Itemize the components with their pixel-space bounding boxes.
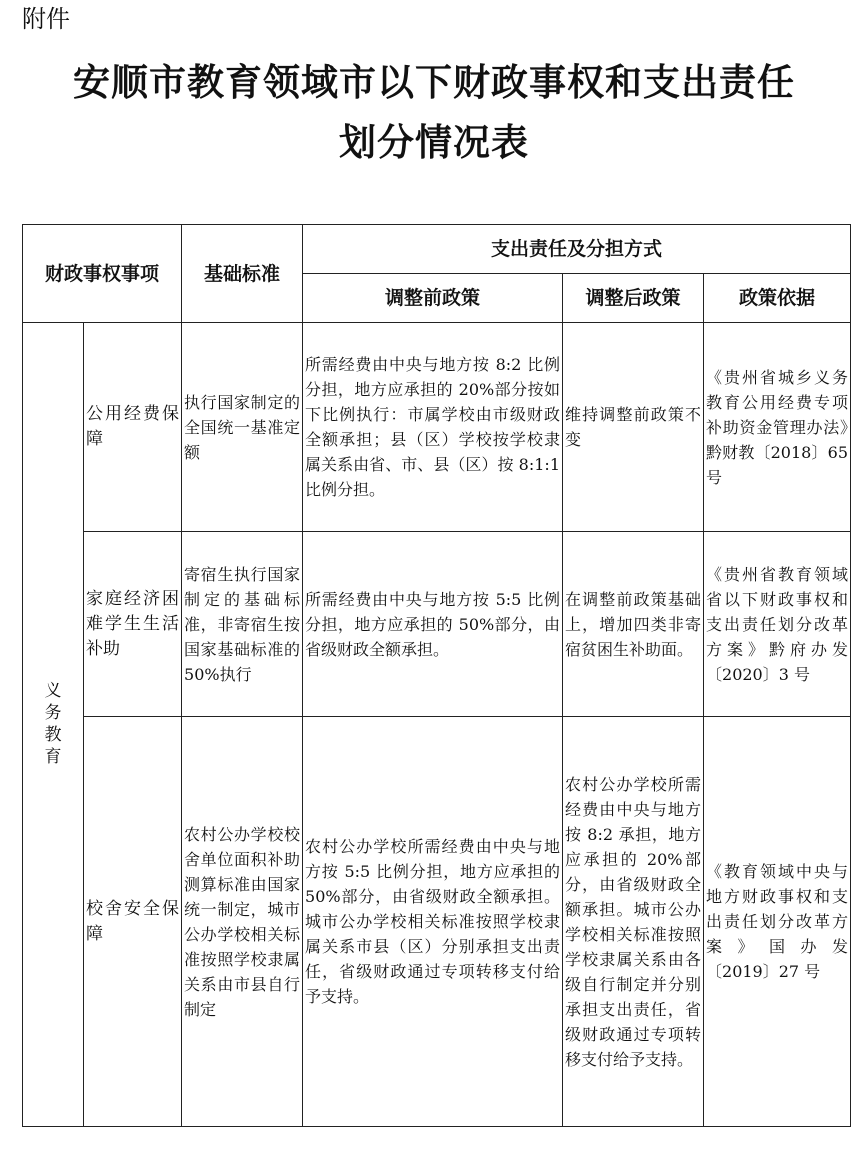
before-policy-cell: 所需经费由中央与地方按 8:2 比例分担，地方应承担的 20%部分按如下比例执行：市属学校由市级财政全额承担；县（区）学校按学校隶属关系由省、市、县（区）按 8:1:1 比例分担。 — [303, 323, 563, 532]
header-row-1 — [23, 225, 851, 274]
after-policy-cell: 在调整前政策基础上，增加四类非寄宿贫困生补助面。 — [563, 532, 704, 717]
col-header-responsibility: 支出责任及分担方式 — [303, 225, 851, 274]
table-row — [23, 323, 851, 532]
policy-basis-cell: 《教育领域中央与地方财政事权和支出责任划分改革方案》国办发〔2019〕27 号 — [704, 717, 851, 1127]
col-header-item: 财政事权事项 — [23, 225, 182, 323]
title-line-1: 安顺市教育领域市以下财政事权和支出责任 — [73, 60, 795, 104]
col-header-before: 调整前政策 — [303, 274, 563, 323]
col-header-basis: 政策依据 — [704, 274, 851, 323]
title-line-2: 划分情况表 — [339, 120, 529, 164]
before-policy-cell: 所需经费由中央与地方按 5:5 比例分担，地方应承担的 50%部分，由省级财政全额承担。 — [303, 532, 563, 717]
col-header-standard: 基础标准 — [182, 225, 303, 323]
policy-basis-cell: 《贵州省城乡义务教育公用经费专项补助资金管理办法》黔财教〔2018〕65 号 — [704, 323, 851, 532]
after-policy-cell: 农村公办学校所需经费由中央与地方按 8:2 承担，地方应承担的 20%部分，由省级财政全额承担。城市公办学校相关标准按照学校隶属关系由各级自行制定并分别承担支出责任，省级财政通过专项转移支付给予支持。 — [563, 717, 704, 1127]
responsibility-table — [22, 224, 851, 1127]
table-row — [23, 717, 851, 1127]
standard-cell: 执行国家制定的全国统一基准定额 — [182, 323, 303, 532]
item-cell: 公用经费保障 — [84, 323, 182, 532]
standard-cell: 农村公办学校校舍单位面积补助测算标准由国家统一制定，城市公办学校相关标准按照学校隶属关系由市县自行制定 — [182, 717, 303, 1127]
table-row — [23, 532, 851, 717]
standard-cell: 寄宿生执行国家制定的基础标准，非寄宿生按国家基础标准的 50%执行 — [182, 532, 303, 717]
category-label: 义务教育 — [44, 681, 62, 767]
category-cell — [23, 323, 84, 1127]
item-cell: 校舍安全保障 — [84, 717, 182, 1127]
attachment-label: 附件 — [22, 5, 70, 33]
policy-basis-cell: 《贵州省教育领域省以下财政事权和支出责任划分改革方案》黔府办发〔2020〕3 号 — [704, 532, 851, 717]
before-policy-cell: 农村公办学校所需经费由中央与地方按 5:5 比例分担，地方应承担的 50%部分，由省级财政全额承担。城市公办学校相关标准按照学校隶属关系市县（区）分别承担支出责任，省级财政通过专项转移支付给予支持。 — [303, 717, 563, 1127]
col-header-after: 调整后政策 — [563, 274, 704, 323]
after-policy-cell: 维持调整前政策不变 — [563, 323, 704, 532]
item-cell: 家庭经济困难学生生活补助 — [84, 532, 182, 717]
page-title — [0, 52, 868, 172]
